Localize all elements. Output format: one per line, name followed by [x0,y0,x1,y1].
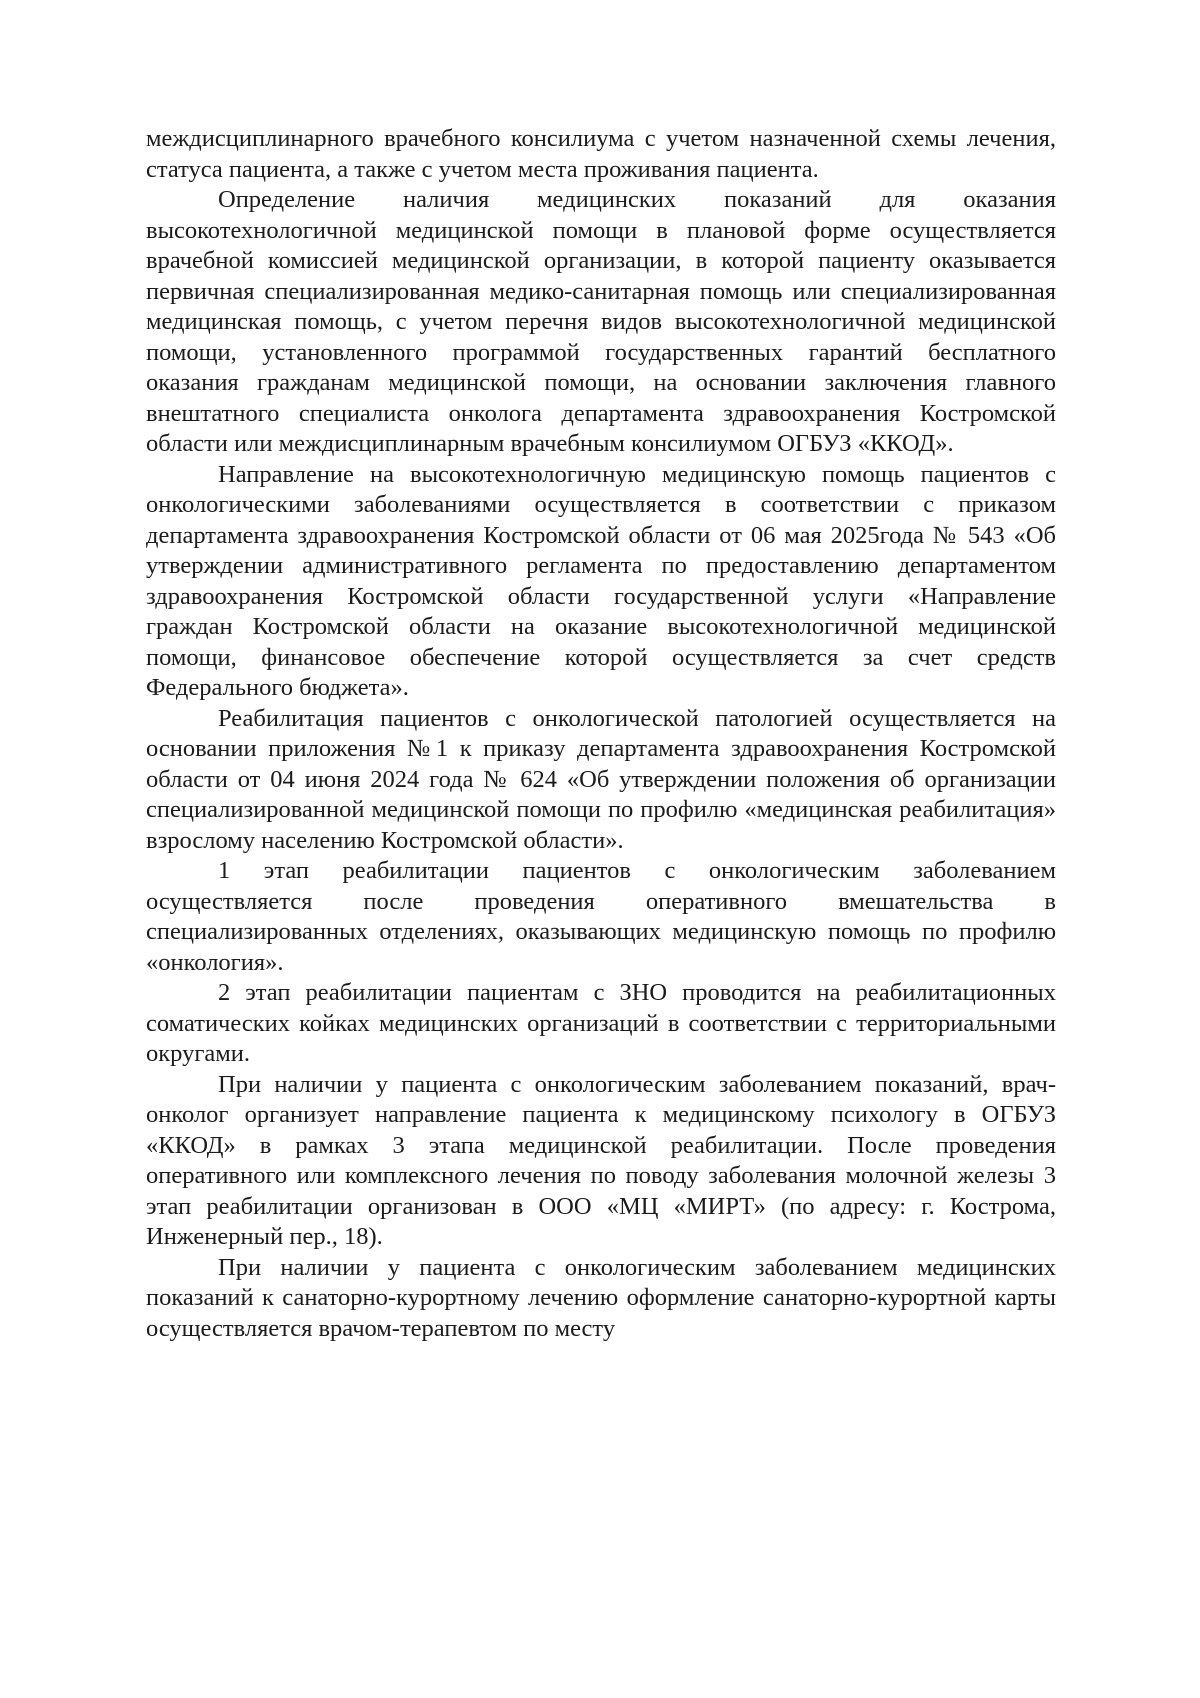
paragraph-sanatorium: При наличии у пациента с онкологическим заболеванием медицинских показаний к санаторно-курортному лечению оформление санаторно-курортной карты осуществляется врачом-терапевтом по месту [146,1253,1056,1342]
paragraph-rehab-stage-2: 2 этап реабилитации пациентам с ЗНО проводится на реабилитационных соматических койках медицинских организаций в соответствии с территориальными округами. [146,979,1056,1067]
paragraph-rehab-stage-3: При наличии у пациента с онкологическим заболеванием показаний, врач-онколог организует направление пациента к медицинскому психологу в ОГБУЗ «ККОД» в рамках 3 этапа медицинской реабилитации. После проведения оперативного или комплексного лечения по поводу заболевания молочной железы 3 этап реабилитации организован в ООО «МЦ «МИРТ» (по адресу: г. Кострома, Инженерный пер., 18). [146,1070,1056,1250]
paragraph-rehabilitation: Реабилитация пациентов с онкологической патологией осуществляется на основании приложения №1 к приказу департамента здравоохранения Костромской области от 04 июня 2024 года № 624 «Об утверждении положения об организации специализированной медицинской помощи по профилю «медицинская реабилитация» взрослому населению Костромской области». [146,704,1056,854]
paragraph-htmp-indications: Определение наличия медицинских показаний для оказания высокотехнологичной медицинской помощи в плановой форме осуществляется врачебной комиссией медицинской организации, в которой пациенту оказывается первичная специализированная медико-санитарная помощь или специализированная медицинская помощь, с учетом перечня видов высокотехнологичной медицинской помощи, установленного программой государственных гарантий бесплатного оказания гражданам медицинской помощи, на основании заключения главного внештатного специалиста онколога департамента здравоохранения Костромской области или междисциплинарным врачебным консилиумом ОГБУЗ «ККОД». [146,186,1056,457]
document-body [146,124,1056,1344]
paragraph-rehab-stage-1: 1 этап реабилитации пациентов с онкологическим заболеванием осуществляется после проведения оперативного вмешательства в специализированных отделениях, оказывающих медицинскую помощь по профилю «онкология». [146,857,1056,976]
paragraph-continuation: междисциплинарного врачебного консилиума с учетом назначенной схемы лечения, статуса пациента, а также с учетом места проживания пациента. [146,125,1056,183]
paragraph-htmp-referral: Направление на высокотехнологичную медицинскую помощь пациентов с онкологическими заболеваниями осуществляется в соответствии с приказом департамента здравоохранения Костромской области от 06 мая 2025года № 543 «Об утверждении административного регламента по предоставлению департаментом здравоохранения Костромской области государственной услуги «Направление граждан Костромской области на оказание высокотехнологичной медицинской помощи, финансовое обеспечение которой осуществляется за счет средств Федерального бюджета». [146,460,1056,701]
